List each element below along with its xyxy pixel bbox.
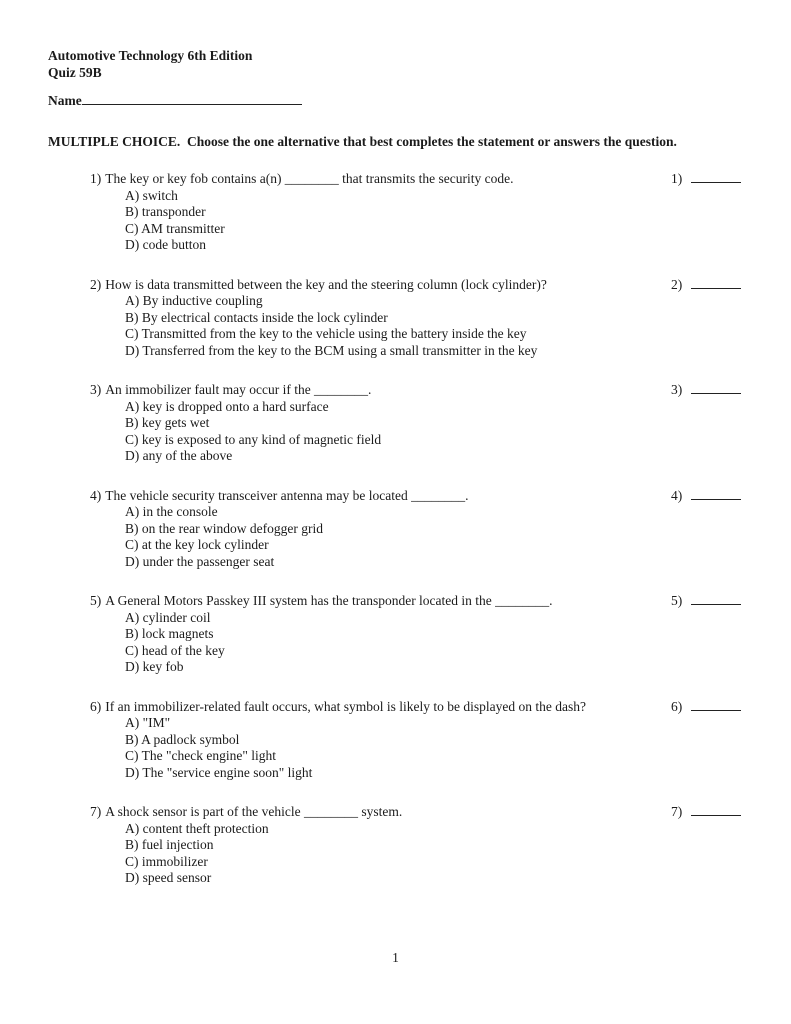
name-row xyxy=(48,91,747,110)
page-number: 1 xyxy=(392,950,399,965)
option-b: B) on the rear window defogger grid xyxy=(125,520,323,536)
answer-number: 6) xyxy=(671,698,683,714)
question-text: An immobilizer fault may occur if the ________. xyxy=(105,382,372,397)
option-c: C) key is exposed to any kind of magnetic field xyxy=(125,431,382,447)
option-d: D) speed sensor xyxy=(125,870,212,885)
option-a: A) By inductive coupling xyxy=(125,293,263,308)
option-d: D) key fob xyxy=(125,659,184,674)
answer-blank xyxy=(691,803,741,816)
answer-number: 4) xyxy=(671,487,683,503)
option-a: A) cylinder coil xyxy=(125,609,211,625)
question-2 xyxy=(48,276,747,360)
answer-number: 3) xyxy=(671,382,683,397)
option-c: C) Transmitted from the key to the vehicle using the battery inside the key xyxy=(125,326,527,341)
course-title: Automotive Technology 6th Edition xyxy=(48,48,253,63)
question-text: If an immobilizer-related fault occurs, what symbol is likely to be displayed on the dash? xyxy=(105,698,586,714)
question-text: The key or key fob contains a(n) ________ that transmits the security code. xyxy=(105,171,514,186)
question-number: 5) xyxy=(90,593,102,608)
instructions: MULTIPLE CHOICE. Choose the one alternative that best completes the statement or answers the question. xyxy=(48,133,677,149)
option-b: B) key gets wet xyxy=(125,415,210,430)
option-d: D) any of the above xyxy=(125,448,233,463)
option-b: B) transponder xyxy=(125,204,206,219)
question-1 xyxy=(48,170,747,254)
name-label: Name xyxy=(48,93,82,108)
answer-number: 2) xyxy=(671,276,683,292)
option-b: B) By electrical contacts inside the lock cylinder xyxy=(125,309,388,325)
question-5 xyxy=(48,592,747,676)
answer-number: 7) xyxy=(671,804,683,819)
option-c: C) at the key lock cylinder xyxy=(125,537,269,552)
question-number: 6) xyxy=(90,698,102,714)
question-number: 4) xyxy=(90,487,102,503)
answer-slot xyxy=(671,592,747,610)
option-c: C) immobilizer xyxy=(125,853,208,869)
question-text: A shock sensor is part of the vehicle ________ system. xyxy=(105,804,403,819)
question-text: The vehicle security transceiver antenna may be located ________. xyxy=(105,487,469,503)
answer-blank xyxy=(691,698,741,711)
option-d: D) The "service engine soon" light xyxy=(125,764,313,780)
option-a: A) switch xyxy=(125,187,178,203)
option-b: B) lock magnets xyxy=(125,626,214,641)
option-b: B) A padlock symbol xyxy=(125,731,240,747)
question-number: 2) xyxy=(90,276,102,292)
question-4 xyxy=(48,487,747,571)
option-a: A) key is dropped onto a hard surface xyxy=(125,398,329,414)
question-number: 7) xyxy=(90,804,102,819)
quiz-title: Quiz 59B xyxy=(48,64,102,80)
answer-blank xyxy=(691,276,741,289)
option-c: C) head of the key xyxy=(125,642,225,658)
answer-blank xyxy=(691,381,741,394)
option-a: A) in the console xyxy=(125,504,218,519)
question-6 xyxy=(48,698,747,782)
answer-slot xyxy=(671,381,747,399)
document-header xyxy=(48,48,747,81)
question-number: 1) xyxy=(90,171,102,186)
option-a: A) content theft protection xyxy=(125,820,269,836)
question-number: 3) xyxy=(90,382,102,397)
option-d: D) code button xyxy=(125,237,206,252)
answer-blank xyxy=(691,487,741,500)
answer-blank xyxy=(691,592,741,605)
answer-number: 1) xyxy=(671,171,683,186)
answer-slot xyxy=(671,803,747,821)
option-c: C) AM transmitter xyxy=(125,220,225,236)
question-text: A General Motors Passkey III system has the transponder located in the ________. xyxy=(105,593,553,608)
answer-slot xyxy=(671,170,747,188)
option-d: D) under the passenger seat xyxy=(125,553,275,569)
question-7 xyxy=(48,803,747,887)
option-c: C) The "check engine" light xyxy=(125,748,276,763)
name-blank xyxy=(82,91,302,105)
answer-slot xyxy=(671,487,747,505)
option-b: B) fuel injection xyxy=(125,837,214,852)
answer-blank xyxy=(691,170,741,183)
question-text: How is data transmitted between the key and the steering column (lock cylinder)? xyxy=(105,276,547,292)
question-3 xyxy=(48,381,747,465)
answer-slot xyxy=(671,276,747,294)
option-d: D) Transferred from the key to the BCM using a small transmitter in the key xyxy=(125,342,538,358)
option-a: A) "IM" xyxy=(125,715,171,730)
answer-number: 5) xyxy=(671,593,683,608)
answer-slot xyxy=(671,698,747,716)
question-list xyxy=(48,170,747,887)
